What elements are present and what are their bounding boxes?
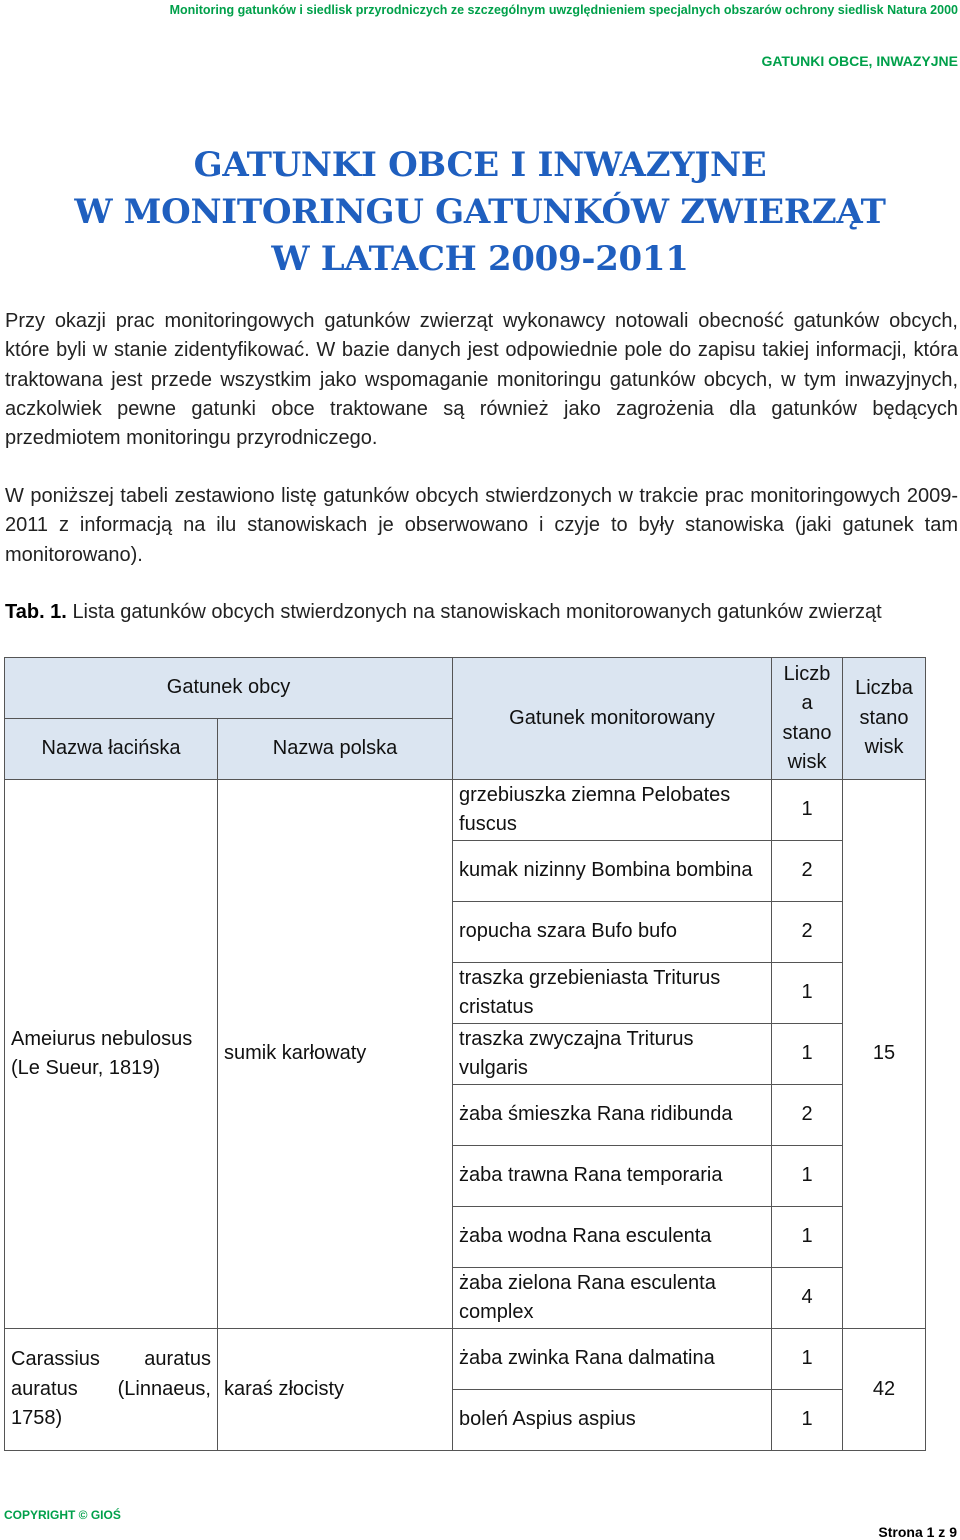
header-alien-species: Gatunek obcy	[5, 658, 453, 719]
alien-species-table	[4, 657, 926, 1451]
table-caption-text: Lista gatunków obcych stwierdzonych na stanowiskach monitorowanych gatunków zwierząt	[72, 601, 882, 623]
header-total-sites: Liczba stano wisk	[843, 658, 926, 780]
site-count-cell: 1	[772, 780, 843, 841]
monitored-species-cell: ropucha szara Bufo bufo	[453, 902, 772, 963]
monitored-species-cell: żaba zielona Rana esculenta complex	[453, 1268, 772, 1329]
monitored-species-cell: traszka grzebieniasta Triturus cristatus	[453, 963, 772, 1024]
table-row	[5, 780, 926, 841]
monitored-species-cell: kumak nizinny Bombina bombina	[453, 841, 772, 902]
page-title	[0, 142, 960, 283]
site-count-cell: 1	[772, 1390, 843, 1451]
header-site-count: Liczb a stano wisk	[772, 658, 843, 780]
section-header: GATUNKI OBCE, INWAZYJNE	[761, 53, 958, 69]
title-line-3: W LATACH 2009-2011	[271, 239, 689, 279]
site-count-cell: 1	[772, 1146, 843, 1207]
site-count-cell: 1	[772, 1329, 843, 1390]
header-monitored-species: Gatunek monitorowany	[453, 658, 772, 780]
total-sites-cell: 15	[843, 780, 926, 1329]
latin-name-cell: Ameiurus nebulosus (Le Sueur, 1819)	[5, 780, 218, 1329]
page-number: Strona 1 z 9	[878, 1524, 957, 1540]
intro-paragraph: Przy okazji prac monitoringowych gatunków zwierząt wykonawcy notowali obecność gatunków obcych, które byli w stanie zidentyfikować. W bazie danych jest odpowiednie pole do zapisu takiej informacji, która traktowana jest przede wszystkim jako wspomaganie monitoringu gatunków obcych, w tym inwazyjnych, aczkolwiek pewne gatunki obce traktowane są również jako zagrożenia dla gatunków będących przedmiotem monitoringu przyrodniczego.	[5, 310, 958, 450]
site-count-cell: 1	[772, 1024, 843, 1085]
monitored-species-cell: żaba zwinka Rana dalmatina	[453, 1329, 772, 1390]
table-caption-label: Tab. 1.	[5, 601, 67, 623]
title-line-2: W MONITORINGU GATUNKÓW ZWIERZĄT	[74, 192, 886, 232]
header-polish-name: Nazwa polska	[218, 719, 453, 780]
table-caption	[5, 598, 958, 627]
total-sites-cell: 42	[843, 1329, 926, 1451]
polish-name-cell: karaś złocisty	[218, 1329, 453, 1451]
monitored-species-cell: żaba wodna Rana esculenta	[453, 1207, 772, 1268]
monitored-species-cell: żaba śmieszka Rana ridibunda	[453, 1085, 772, 1146]
monitored-species-cell: traszka zwyczajna Triturus vulgaris	[453, 1024, 772, 1085]
header-latin-name: Nazwa łacińska	[5, 719, 218, 780]
title-line-1: GATUNKI OBCE I INWAZYJNE	[193, 145, 767, 185]
site-count-cell: 2	[772, 1085, 843, 1146]
site-count-cell: 2	[772, 841, 843, 902]
latin-name-cell: Carassius auratus auratus (Linnaeus, 1758)	[5, 1329, 218, 1451]
site-count-cell: 2	[772, 902, 843, 963]
polish-name-cell: sumik karłowaty	[218, 780, 453, 1329]
monitored-species-cell: żaba trawna Rana temporaria	[453, 1146, 772, 1207]
site-count-cell: 4	[772, 1268, 843, 1329]
site-count-cell: 1	[772, 1207, 843, 1268]
monitored-species-cell: grzebiuszka ziemna Pelobates fuscus	[453, 780, 772, 841]
copyright-notice: COPYRIGHT © GIOŚ	[4, 1508, 121, 1522]
table-row	[5, 1329, 926, 1390]
table-intro-paragraph: W poniższej tabeli zestawiono listę gatunków obcych stwierdzonych w trakcie prac monitoringowych 2009-2011 z informacją na ilu stanowiskach je obserwowano i czyje to były stanowiska (jaki gatunek tam monitorowano).	[5, 485, 958, 566]
monitored-species-cell: boleń Aspius aspius	[453, 1390, 772, 1451]
site-count-cell: 1	[772, 963, 843, 1024]
running-header: Monitoring gatunków i siedlisk przyrodniczych ze szczególnym uwzględnieniem specjalnych obszarów ochrony siedlisk Natura 2000	[169, 3, 958, 17]
